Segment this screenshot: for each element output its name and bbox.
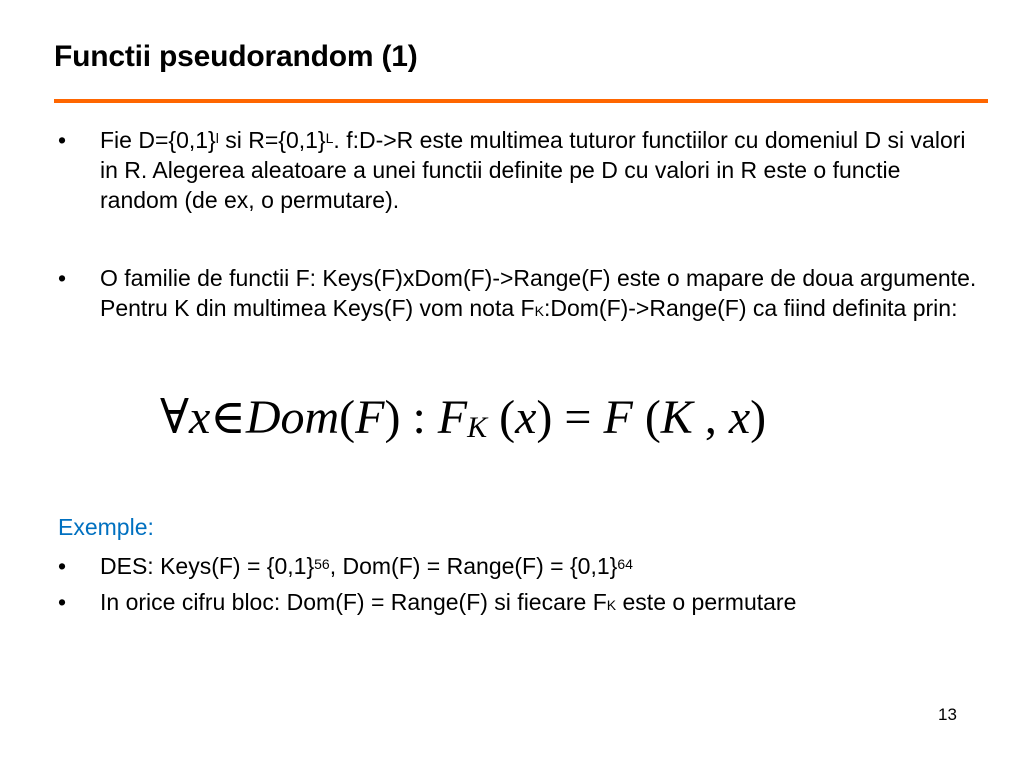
bullet-icon: • xyxy=(58,265,67,291)
element-of-symbol: ∈ xyxy=(210,391,246,444)
formula-paren: ( xyxy=(339,391,356,444)
formula-paren: ( xyxy=(487,391,516,444)
formula-colon: : xyxy=(400,391,438,444)
text-segment: :Dom(F)->Range(F) ca fiind definita prin: xyxy=(543,295,958,321)
text-segment: si R={0,1} xyxy=(218,127,326,153)
bullet-text xyxy=(100,125,980,215)
superscript: l xyxy=(215,130,219,146)
superscript: 56 xyxy=(314,556,330,572)
text-segment: . f:D->R este multimea tuturor functiilor cu domeniul D si valori in R. Alegerea aleatoare a unei functii definite pe D cu valori in R este o functie random (de ex, o permutare). xyxy=(100,127,966,213)
page-number: 13 xyxy=(938,705,957,724)
formula-var: F xyxy=(355,391,385,444)
text-segment: , Dom(F) = Range(F) = {0,1} xyxy=(329,553,618,579)
subscript: K xyxy=(606,597,617,613)
bullet-text xyxy=(100,263,980,323)
bullet-text xyxy=(100,587,980,617)
superscript: 64 xyxy=(617,556,633,572)
formula-paren: ) xyxy=(536,391,553,444)
formula-var: x xyxy=(515,391,537,444)
superscript: L xyxy=(325,130,334,146)
formula-comma: , xyxy=(692,391,729,444)
slide-title: Functii pseudorandom (1) xyxy=(54,40,418,73)
formula-paren: ) xyxy=(750,391,767,444)
bullet-icon: • xyxy=(58,589,67,615)
text-segment: In orice cifru bloc: Dom(F) = Range(F) si fiecare F xyxy=(100,589,607,615)
formula-dom: Dom xyxy=(245,391,340,444)
bullet-text xyxy=(100,551,980,581)
formula-var: F xyxy=(437,391,468,444)
forall-symbol: ∀ xyxy=(160,391,189,444)
formula-paren: ( xyxy=(632,391,661,444)
examples-heading: Exemple: xyxy=(58,514,154,540)
formula-var: F xyxy=(603,391,633,444)
formula-subscript: K xyxy=(467,411,488,444)
formula-var: K xyxy=(660,391,693,444)
bullet-icon: • xyxy=(58,127,67,153)
text-segment: DES: Keys(F) = {0,1} xyxy=(100,553,315,579)
formula-var: x xyxy=(188,391,211,444)
text-segment: este o permutare xyxy=(616,589,797,615)
text-segment: O familie de functii F: Keys(F)xDom(F)->Range(F) este o mapare de doua argumente. Pentru K din multimea Keys(F) vom nota F xyxy=(100,265,977,321)
title-divider xyxy=(54,99,988,103)
formula-paren: ) xyxy=(384,391,401,444)
definition-formula xyxy=(160,388,880,458)
subscript: K xyxy=(534,303,544,319)
text-segment: Fie D={0,1} xyxy=(100,127,216,153)
formula-var: x xyxy=(728,391,751,444)
bullet-icon: • xyxy=(58,553,67,579)
formula-equals: = xyxy=(552,391,604,444)
